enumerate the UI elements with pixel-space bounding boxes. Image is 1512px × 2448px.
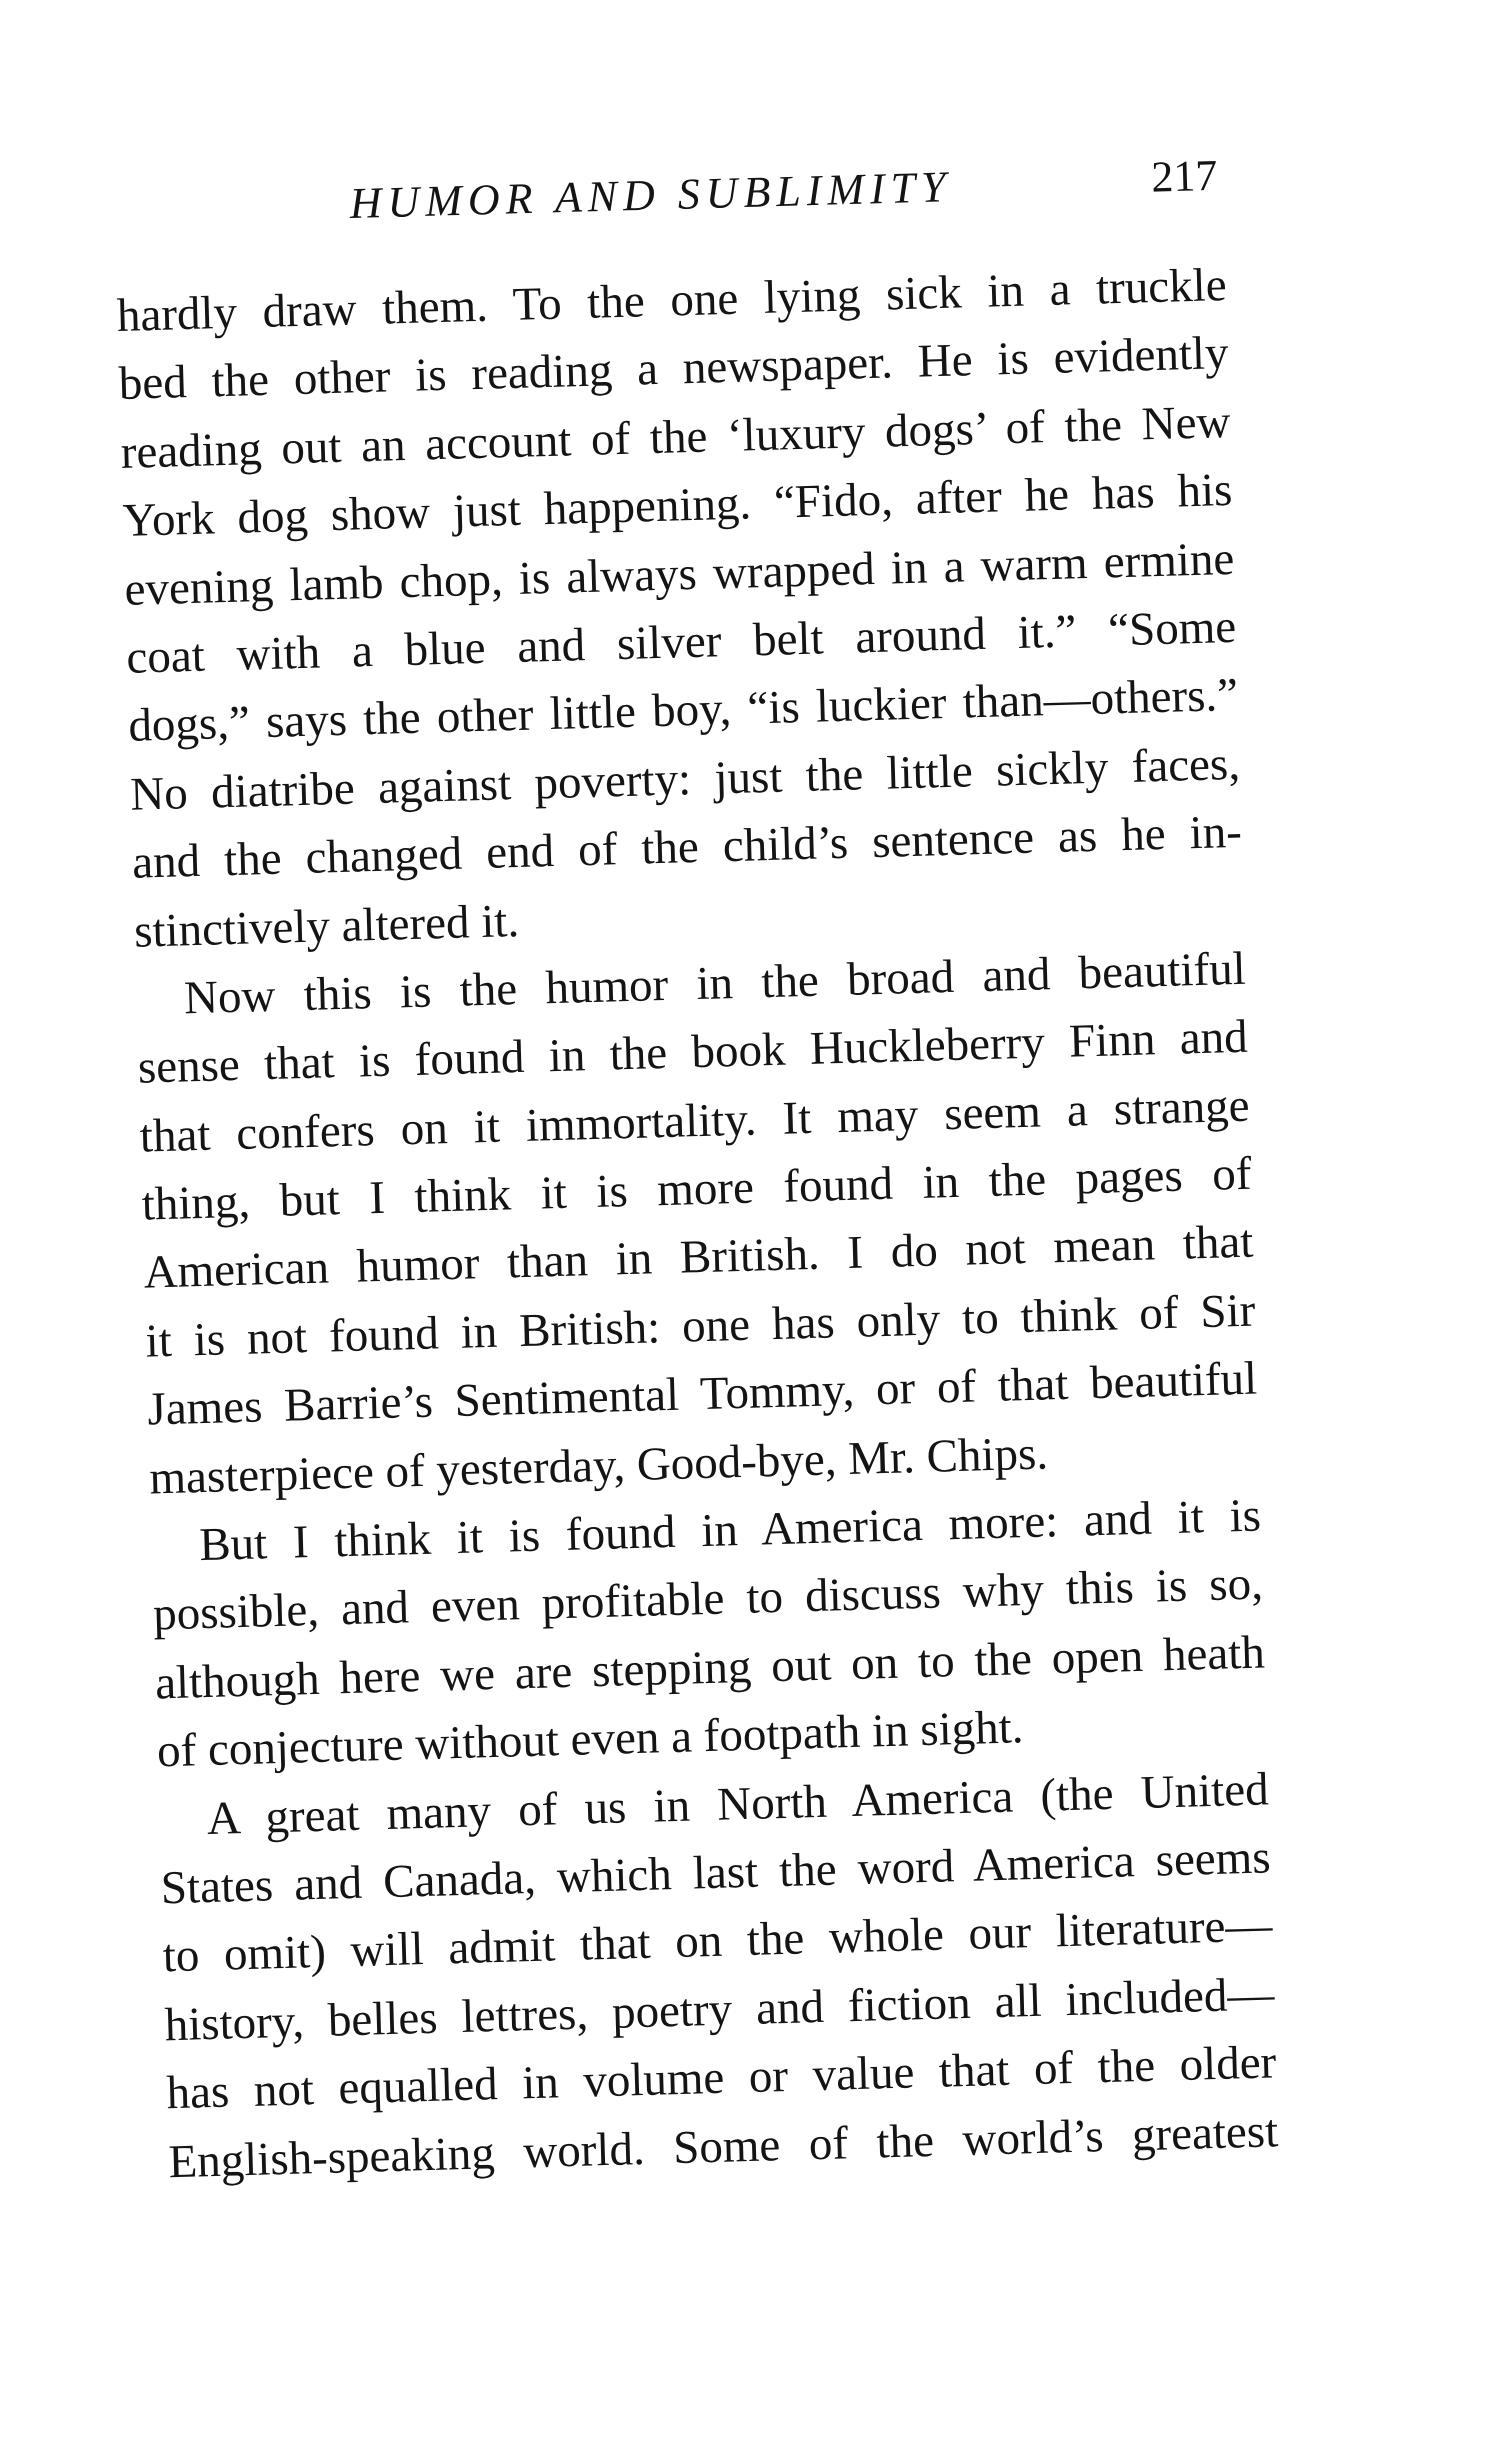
text-line: No diatribe against poverty: just the little sickly faces, <box>129 737 1241 821</box>
page-number: 217 <box>1150 150 1218 202</box>
text-line: English-speaking world. Some of the world’s greatest <box>167 2104 1279 2188</box>
text-line: States and Canada, which last the word America seems <box>160 1831 1272 1915</box>
text-line: it is not found in British: one has only to think of Sir <box>144 1284 1256 1368</box>
running-head: HUMOR AND SUBLIMITY <box>349 162 953 228</box>
text-line: stinctively altered it. <box>133 894 520 958</box>
text-line: that confers on it immortality. It may seem a strange <box>139 1079 1251 1163</box>
text-line: of conjecture without even a footpath in sight. <box>156 1701 1025 1778</box>
text-line: thing, but I think it is more found in the pages of <box>141 1147 1253 1231</box>
text-line: York dog show just happening. “Fido, after he has his <box>121 464 1233 548</box>
text-line: But I think it is found in America more: and it is <box>198 1489 1262 1572</box>
text-line: Now this is the humor in the broad and beautiful <box>183 942 1247 1025</box>
text-line: James Barrie’s Sentimental Tommy, or of that beautiful <box>146 1352 1258 1436</box>
text-line: A great many of us in North America (the United <box>206 1763 1270 1845</box>
text-line: American humor than in British. I do not mean that <box>142 1216 1254 1300</box>
text-line: reading out an account of the ‘luxury dogs’ of the New <box>120 395 1232 479</box>
text-line: and the changed end of the child’s sentence as he in- <box>131 805 1243 889</box>
text-line: history, belles lettres, poetry and fiction all included— <box>163 1968 1275 2052</box>
body-text <box>116 251 1279 2196</box>
text-line: to omit) will admit that on the whole our literature— <box>162 1899 1274 1983</box>
text-line: coat with a blue and silver belt around it.” “Some <box>125 600 1237 684</box>
text-line: sense that is found in the book Huckleberry Finn and <box>137 1011 1249 1094</box>
text-line: evening lamb chop, is always wrapped in a warm ermine <box>123 532 1235 616</box>
text-line: hardly draw them. To the one lying sick in a truckle <box>116 259 1228 342</box>
text-line: bed the other is reading a newspaper. He is evidently <box>118 327 1230 411</box>
text-line: possible, and even profitable to discuss why this is so, <box>152 1557 1264 1641</box>
page-header <box>349 150 1231 248</box>
text-line: masterpiece of yesterday, Good-bye, Mr. Chips. <box>148 1427 1049 1505</box>
text-line: has not equalled in volume or value that of the older <box>165 2036 1277 2120</box>
text-line: although here we are stepping out on to the open heath <box>154 1626 1266 1710</box>
text-line: dogs,” says the other little boy, “is luckier than—others.” <box>127 669 1239 753</box>
